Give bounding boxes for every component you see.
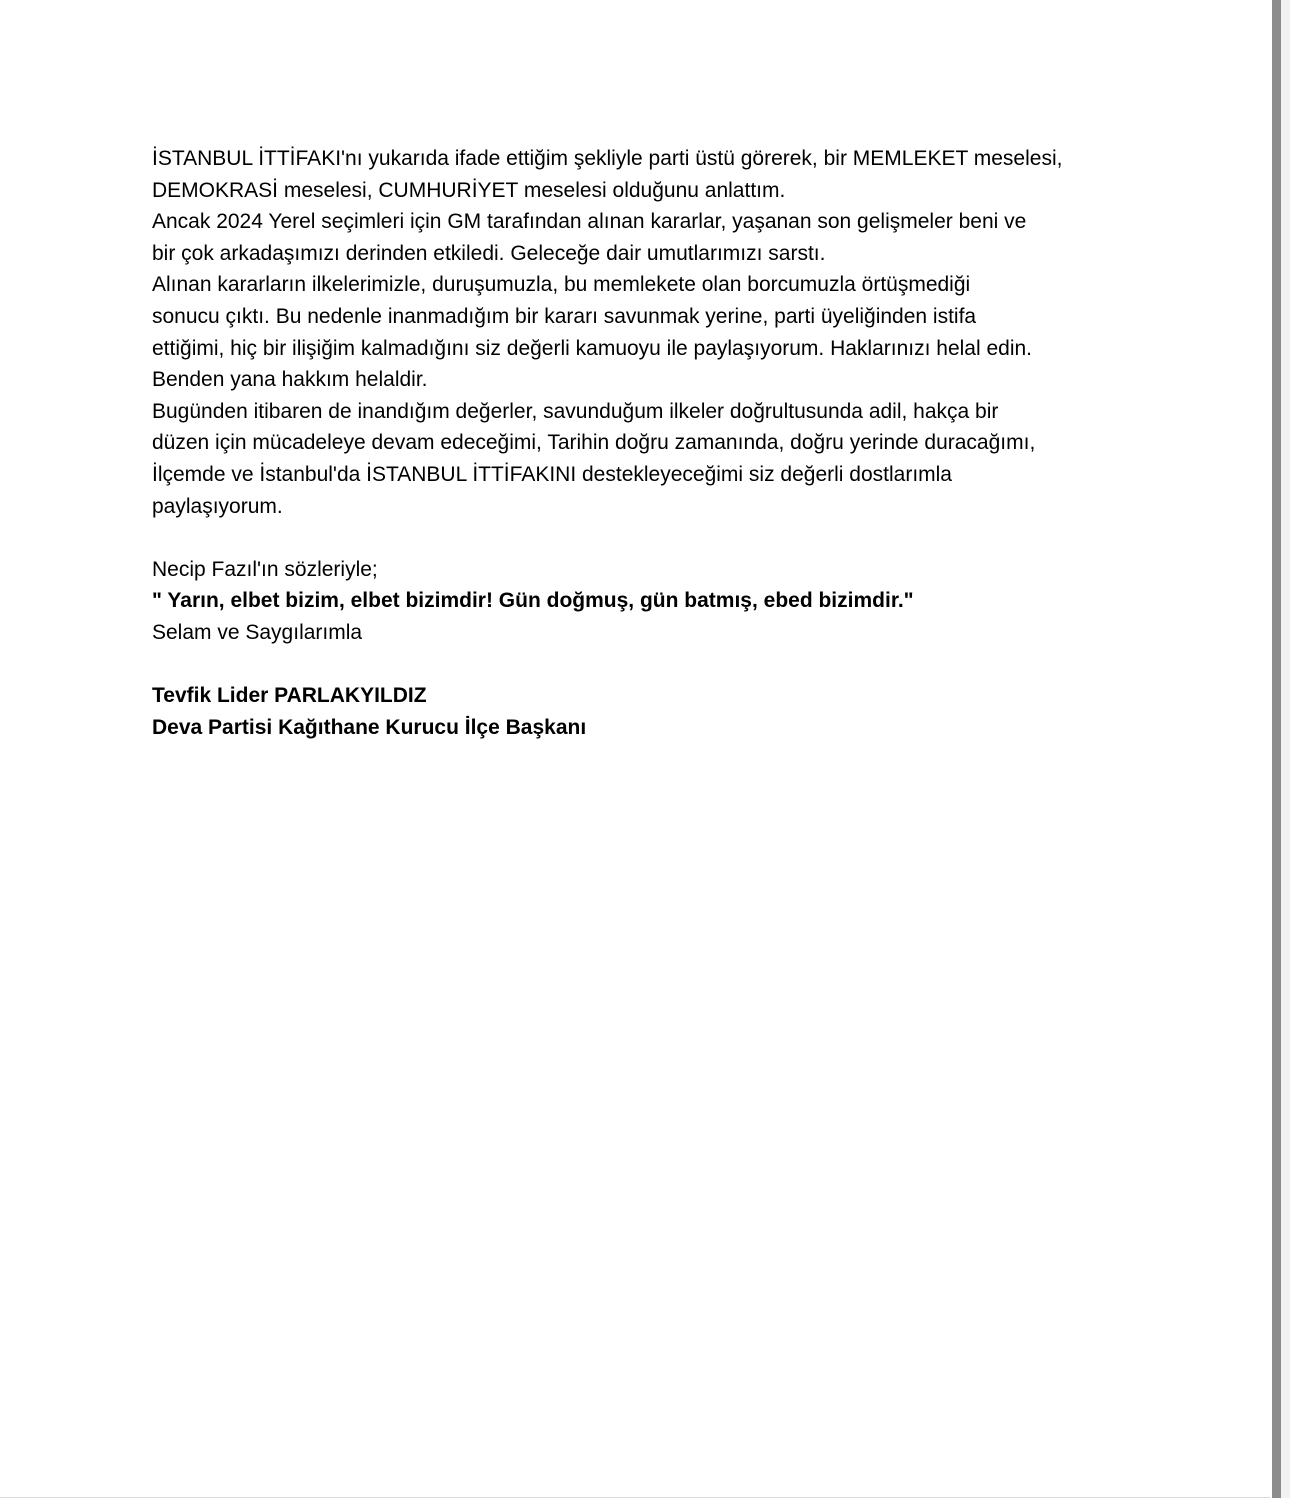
body-line: Alınan kararların ilkelerimizle, duruşumuzla, bu memlekete olan borcumuzla örtüşmediği	[152, 273, 971, 297]
body-line: Ancak 2024 Yerel seçimleri için GM tarafından alınan kararlar, yaşanan son gelişmeler beni ve	[152, 210, 1027, 234]
quote-text: " Yarın, elbet bizim, elbet bizimdir! Gün doğmuş, gün batmış, ebed bizimdir."	[152, 589, 914, 613]
letter-body	[152, 143, 1142, 743]
paragraph-spacer	[152, 649, 1142, 681]
body-line: Bugünden itibaren de inandığım değerler, savunduğum ilkeler doğrultusunda adil, hakça bir	[152, 399, 999, 423]
body-line: paylaşıyorum.	[152, 494, 283, 518]
closing-line: Selam ve Saygılarımla	[152, 620, 363, 644]
body-line: ettiğimi, hiç bir ilişiğim kalmadığını siz değerli kamuoyu ile paylaşıyorum. Haklarınızı helal edin.	[152, 336, 1033, 360]
body-line: Benden yana hakkım helaldir.	[152, 368, 428, 392]
signature-name: Tevfik Lider PARLAKYILDIZ	[152, 684, 427, 708]
scrollbar[interactable]	[1272, 0, 1281, 1498]
signature-title: Deva Partisi Kağıthane Kurucu İlçe Başkanı	[152, 715, 587, 739]
body-line: bir çok arkadaşımızı derinden etkiledi. Geleceğe dair umutlarımızı sarstı.	[152, 241, 826, 265]
body-line: İSTANBUL İTTİFAKI'nı yukarıda ifade ettiğim şekliyle parti üstü görerek, bir MEMLEKET meselesi,	[152, 147, 1063, 170]
body-line: DEMOKRASİ meselesi, CUMHURİYET meselesi olduğunu anlattım.	[152, 178, 786, 202]
window-edge	[1281, 0, 1290, 1498]
quote-intro: Necip Fazıl'ın sözleriyle;	[152, 557, 378, 581]
body-line: düzen için mücadeleye devam edeceğimi, Tarihin doğru zamanında, doğru yerinde duracağımı,	[152, 431, 1036, 455]
body-line: İlçemde ve İstanbul'da İSTANBUL İTTİFAKINI destekleyeceğimi siz değerli dostlarımla	[152, 462, 952, 486]
paragraph-spacer	[152, 522, 1142, 554]
body-line: sonucu çıktı. Bu nedenle inanmadığım bir kararı savunmak yerine, parti üyeliğinden istifa	[152, 304, 977, 328]
